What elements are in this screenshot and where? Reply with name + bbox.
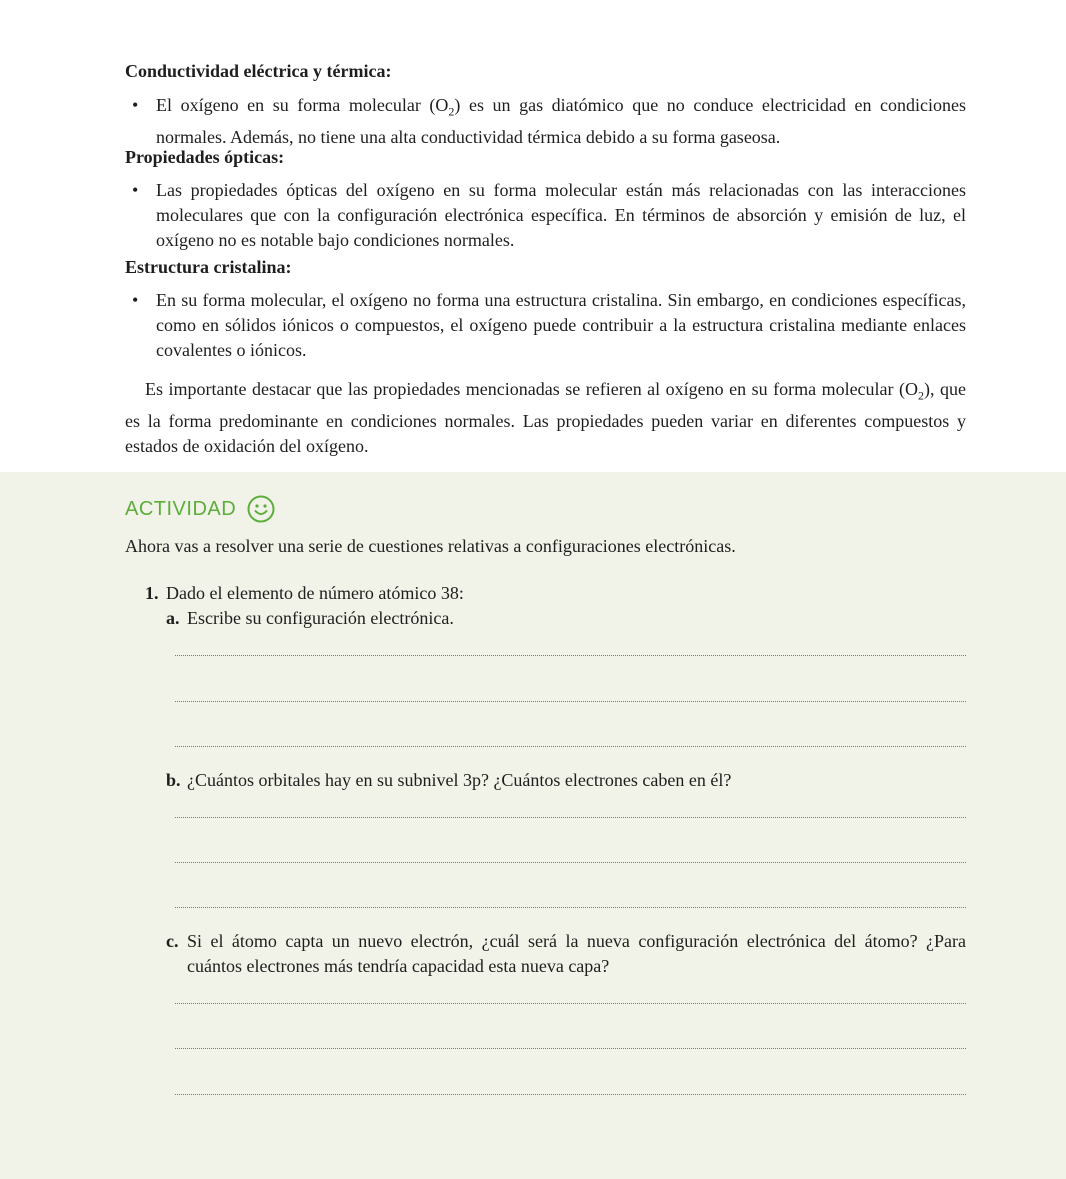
bullet-marker: • xyxy=(132,95,139,115)
answer-line[interactable] xyxy=(175,862,966,863)
bullet-marker: • xyxy=(132,180,139,200)
answer-line[interactable] xyxy=(175,1094,966,1095)
bullet-marker: • xyxy=(132,290,139,310)
activity-title xyxy=(125,494,276,524)
smiley-icon xyxy=(246,494,276,524)
question-number: 1. xyxy=(145,583,159,603)
heading-optical: Propiedades ópticas: xyxy=(125,147,285,167)
answer-line[interactable] xyxy=(175,907,966,908)
subquestion-b-text: ¿Cuántos orbitales hay en su subnivel 3p? ¿Cuántos electrones caben en él? xyxy=(187,770,732,790)
activity-label: ACTIVIDAD xyxy=(125,497,237,520)
activity-section xyxy=(0,472,1066,1179)
heading-conductivity: Conductividad eléctrica y térmica: xyxy=(125,61,392,81)
answer-line[interactable] xyxy=(175,1048,966,1049)
activity-intro: Ahora vas a resolver una serie de cuestiones relativas a configuraciones electrónicas. xyxy=(125,536,736,556)
bullet-optical: Las propiedades ópticas del oxígeno en su forma molecular están más relacionadas con las interacciones moleculares que con la configuración electrónica específica. En términos de absorción y emisión de luz, el oxígeno no es notable bajo condiciones normales. xyxy=(156,180,966,250)
answer-line[interactable] xyxy=(175,1003,966,1004)
closing-paragraph: Es importante destacar que las propiedades mencionadas se refieren al oxígeno en su forma molecular $(O_2)$, que es la forma predominante en condiciones normales. Las propiedades pueden variar en diferentes compuestos y estados de oxidación del oxígeno. xyxy=(125,379,966,456)
heading-crystal: Estructura cristalina: xyxy=(125,257,292,277)
subquestion-c-text: Si el átomo capta un nuevo electrón, ¿cuál será la nueva configuración electrónica del átomo? ¿Para cuántos electrones más tendría capacidad esta nueva capa? xyxy=(187,931,966,976)
answer-line[interactable] xyxy=(175,746,966,747)
answer-line[interactable] xyxy=(175,701,966,702)
subquestion-a-text: Escribe su configuración electrónica. xyxy=(187,608,454,628)
answer-line[interactable] xyxy=(175,655,966,656)
subquestion-a-letter: a. xyxy=(166,608,180,628)
bullet-conductivity: El oxígeno en su forma molecular $(O_2)$ es un gas diatómico que no conduce electricidad en condiciones normales. Además, no tiene una alta conductividad térmica debido a su forma gaseosa. xyxy=(156,95,966,147)
question-text: Dado el elemento de número atómico 38: xyxy=(166,583,464,603)
subquestion-c-letter: c. xyxy=(166,931,179,951)
bullet-crystal: En su forma molecular, el oxígeno no forma una estructura cristalina. Sin embargo, en condiciones específicas, como en sólidos iónicos o compuestos, el oxígeno puede contribuir a la estructura cristalina mediante enlaces covalentes o iónicos. xyxy=(156,290,966,360)
subquestion-b-letter: b. xyxy=(166,770,181,790)
answer-line[interactable] xyxy=(175,817,966,818)
